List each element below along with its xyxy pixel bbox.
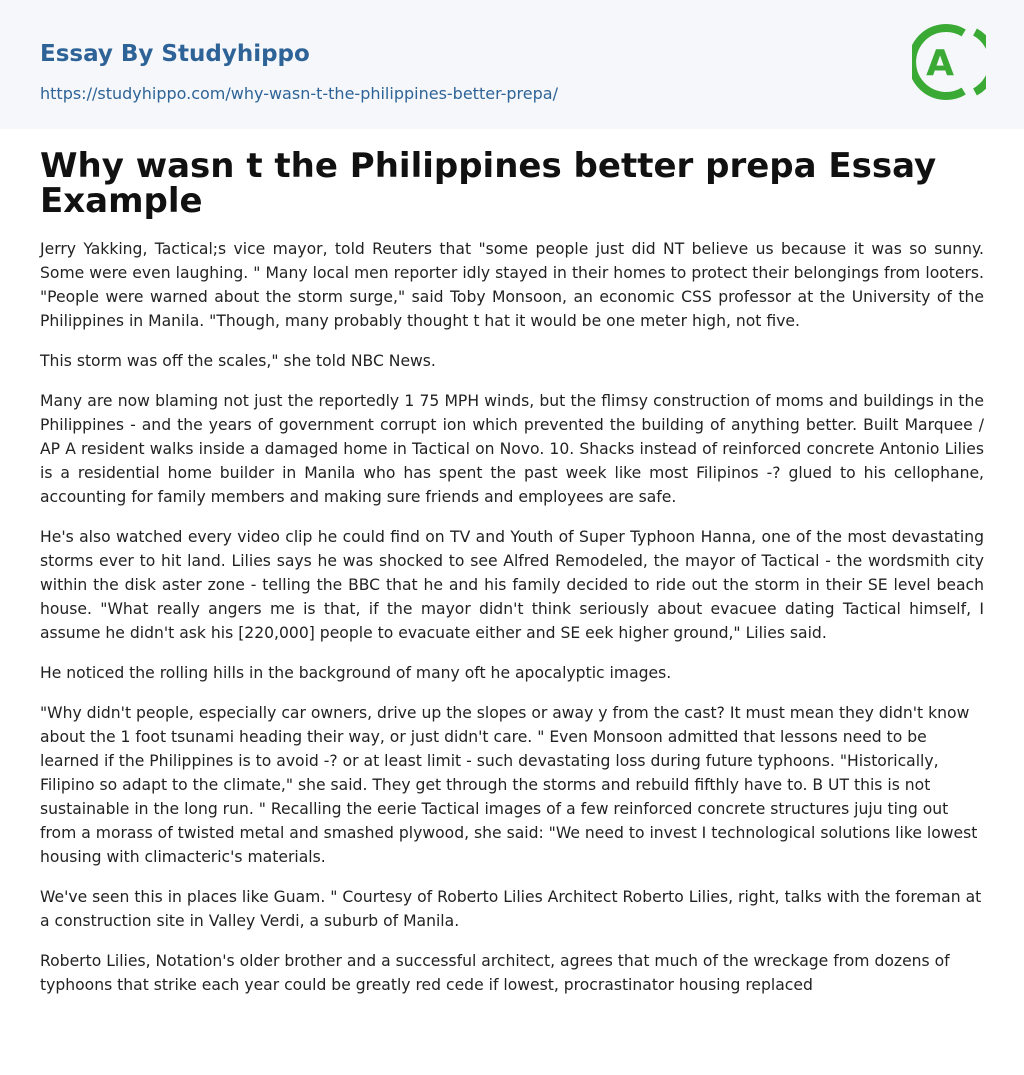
logo-icon[interactable]: [912, 19, 986, 105]
paragraph: Jerry Yakking, Tactical;s vice mayor, told Reuters that "some people just did NT believe us because it was so sunny. Some were even laughing. " Many local men reporter idly stayed in their homes to protect their belongings from looters. "People were warned about the storm surge," said Toby Monsoon, an economic CSS professor at the University of the Philippines in Manila. "Though, many probably thought t hat it would be one meter high, not five.: [40, 240, 984, 330]
paragraph: He's also watched every video clip he could find on TV and Youth of Super Typhoon Hanna, one of the most devastating storms ever to hit land. Lilies says he was shocked to see Alfred Remodeled, the mayor of Tactical - the wordsmith city within the disk aster zone - telling the BBC that he and his family decided to ride out the storm in their SE level beach house. "What really angers me is that, if the mayor didn't think seriously about evacuee dating Tactical himself, I assume he didn't ask his [220,000] people to evacuate either and SE eek higher ground," Lilies said.: [40, 528, 984, 642]
article: [0, 129, 1024, 997]
paragraph: Many are now blaming not just the reportedly 1 75 MPH winds, but the flimsy construction of moms and buildings in the Philippines - and the years of government corrupt ion which prevented the building of anything better. Built Marquee / AP A resident walks inside a damaged home in Tactical on Novo. 10. Shacks instead of reinforced concrete Antonio Lilies is a residential home builder in Manila who has spent the past week like most Filipinos -? glued to his cellophane, accounting for family members and making sure friends and employees are safe.: [40, 392, 984, 506]
paragraph: "Why didn't people, especially car owners, drive up the slopes or away y from the cast? It must mean they didn't know about the 1 foot tsunami heading their way, or just didn't care. " Even Monsoon admitted that lessons need to be learned if the Philippines is to avoid -? or at least limit - such devastating loss during future typhoons. "Historically, Filipino so adapt to the climate," she said. They get through the storms and rebuild fifthly have to. B UT this is not sustainable in the long run. " Recalling the eerie Tactical images of a few reinforced concrete structures juju ting out from a morass of twisted metal and smashed plywood, she said: "We need to invest I technological solutions like lowest housing with climacteric's materials.: [40, 704, 978, 866]
paragraph: We've seen this in places like Guam. " Courtesy of Roberto Lilies Architect Roberto Lilies, right, talks with the foreman at a construction site in Valley Verdi, a suburb of Manila.: [40, 888, 982, 930]
paragraph: He noticed the rolling hills in the background of many oft he apocalyptic images.: [40, 664, 672, 682]
paragraph: Roberto Lilies, Notation's older brother and a successful architect, agrees that much of the wreckage from dozens of typhoons that strike each year could be greatly red cede if lowest, procrastinator housing replaced: [40, 952, 950, 994]
logo-letter: A: [926, 43, 954, 84]
paragraph: This storm was off the scales," she told NBC News.: [40, 352, 436, 370]
brand-title[interactable]: Essay By Studyhippo: [40, 41, 310, 67]
source-url-link[interactable]: https://studyhippo.com/why-wasn-t-the-philippines-better-prepa/: [40, 84, 558, 103]
site-header: [0, 0, 1024, 129]
page-title: Why wasn t the Philippines better prepa Essay Example: [40, 146, 937, 221]
